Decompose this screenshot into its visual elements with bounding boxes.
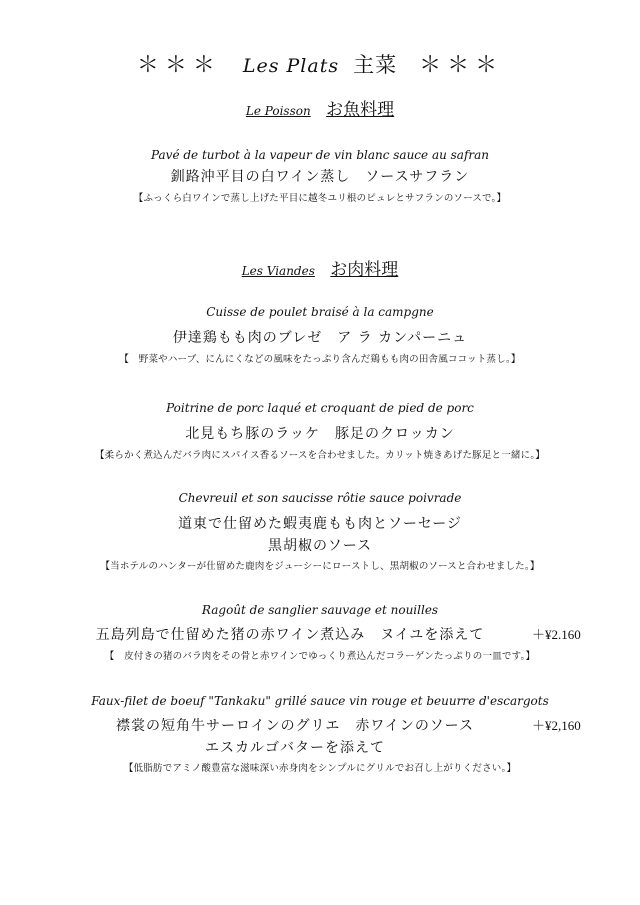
meat-dish-japanese: 襟裳の短角牛サーロインのグリエ 赤ワインのソース [116,718,474,734]
meat-dish-japanese: 道東で仕留めた蝦夷鹿もも肉とソーセージ [178,516,462,532]
supplement-price: ＋¥2.160 [532,627,581,642]
fish-dish-japanese: 釧路沖平目の白ワイン蒸し ソースサフラン [170,169,470,185]
meat-dish-description: 【 野菜やハーブ、にんにくなどの風味をたっぷり含んだ鶏もも肉の田舎風ココット蒸し。】 [119,354,521,365]
title-french: Les Plats [242,55,340,77]
meat-dish-japanese: 五島列島で仕留めた猪の赤ワイン煮込み ヌイユを添えて [95,627,485,643]
fish-dish-description: 【ふっくら白ワインで蒸し上げた平目に越冬ユリ根のピュレとサフランのソースで。】 [133,193,507,204]
meat-dish-french: Ragoût de sanglier sauvage et nouilles [201,603,439,617]
title-stars-right: ＊＊＊ [419,53,504,78]
section-fish-japanese: お魚料理 [326,100,395,120]
meat-dish-description: 【 皮付きの猪のバラ肉をその骨と赤ワインでゆっくり煮込んだコラーゲンたっぷりの一皿です。】 [104,651,536,662]
fish-dish-french: Pavé de turbot à la vapeur de vin blanc sauce au safran [150,148,490,162]
section-meat-french: Les Viandes [241,264,315,278]
section-meat-japanese: お肉料理 [330,260,399,280]
meat-dish-description: 【柔らかく煮込んだバラ肉にスパイス香るソースを合わせました。カリット焼きあげた豚足と一緒に。】 [94,450,545,461]
meat-dish-french: Cuisse de poulet braisé à la campgne [206,305,434,319]
meat-dish-japanese: 伊達鶏もも肉のブレゼ ア ラ カンパーニュ [172,330,468,346]
meat-dish-japanese: 北見もち豚のラッケ 豚足のクロッカン [185,426,455,442]
section-heading-fish [0,95,640,120]
meat-dish-japanese-line2: エスカルゴバターを添えて [205,740,385,756]
meat-dish-french: Faux-filet de boeuf "Tankaku" grillé sauce vin rouge et beuurre d'escargots [91,694,549,708]
meat-dish-description: 【低脂肪でアミノ酸豊富な滋味深い赤身肉をシンプルにグリルでお召し上がりください。】 [123,763,517,774]
meat-dish-description: 【当ホテルのハンターが仕留めた鹿肉をジューシーにローストし、黒胡椒のソースと合わせました。】 [100,561,540,572]
title-stars-left: ＊＊＊ [136,53,221,78]
page-title [0,48,640,79]
section-heading-meat [0,255,640,280]
section-fish-french: Le Poisson [245,104,311,118]
meat-dish-french: Poitrine de porc laqué et croquant de pied de porc [166,401,474,415]
title-japanese: 主菜 [353,53,398,77]
supplement-price: ＋¥2,160 [532,718,581,733]
meat-dish-french: Chevreuil et son saucisse rôtie sauce poivrade [178,491,462,505]
meat-dish-japanese-line2: 黒胡椒のソース [267,538,373,554]
